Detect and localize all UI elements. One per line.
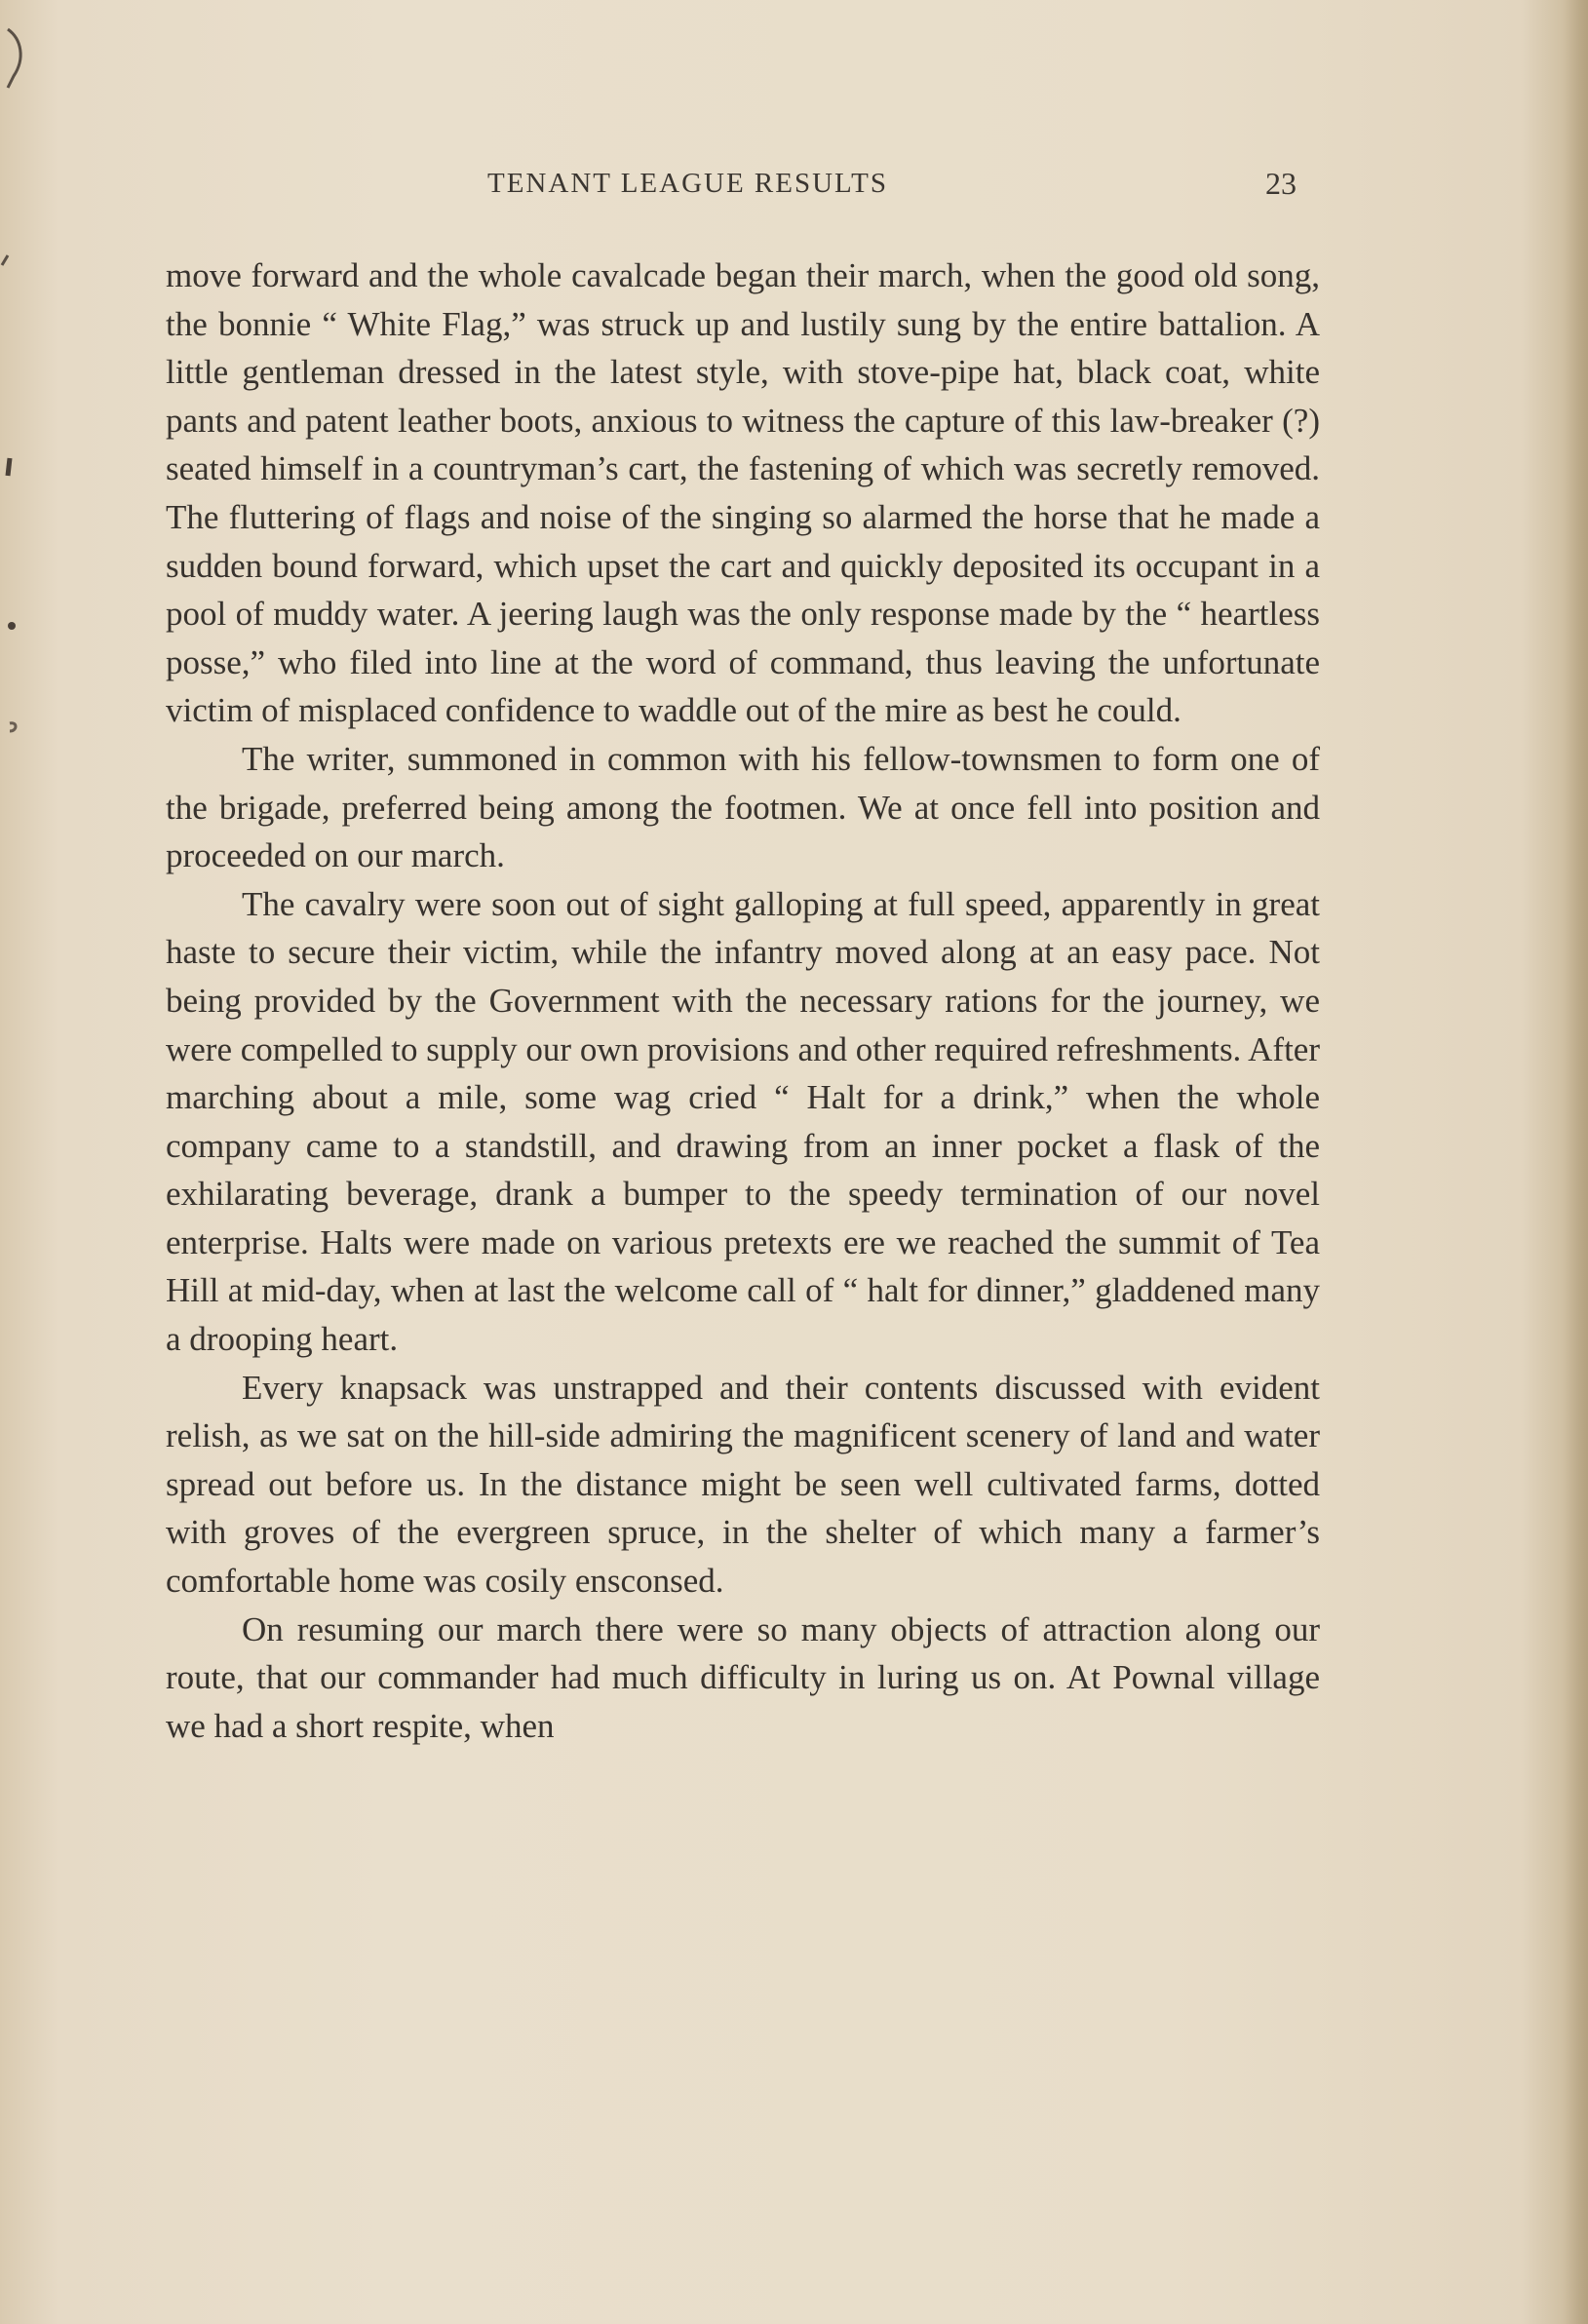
margin-mark-top	[8, 29, 20, 88]
running-title: TENANT LEAGUE RESULTS	[487, 168, 888, 199]
margin-mark-dot	[8, 622, 16, 630]
margin-mark-curl	[10, 723, 16, 731]
body-text	[166, 252, 1320, 1750]
margin-marks	[0, 0, 39, 2324]
paragraph: Every knapsack was unstrapped and their contents discussed with evident relish, as we sat on the hill-side admiring the magnificent scenery of land and water spread out before us. In the distance might be seen well cultivated farms, dotted with groves of the evergreen spruce, in the shelter of which many a farmer’s comfortable home was cosily ensconsed.	[166, 1368, 1320, 1601]
paragraph: move forward and the whole cavalcade began their march, when the good old song, the bonnie “ White Flag,” was struck up and lustily sung by the entire battalion. A little gentleman dressed in the latest style, with stove-pipe hat, black coat, white pants and patent leather boots, anxious to witness the capture of this law-breaker (?) seated himself in a countryman’s cart, the fastening of which was secretly removed. The fluttering of flags and noise of the singing so alarmed the horse that he made a sudden bound forward, which upset the cart and quickly deposited its occupant in a pool of muddy water. A jeering laugh was the only response made by the “ heartless posse,” who filed into line at the word of command, thus leaving the unfortunate victim of misplaced confidence to waddle out of the mire as best he could.	[166, 256, 1320, 730]
page-number: 23	[1265, 166, 1297, 201]
page-edge-shadow	[1563, 0, 1588, 2324]
margin-mark-tick	[2, 255, 8, 265]
paragraph: On resuming our march there were so many objects of attraction along our route, that our commander had much difficulty in luring us on. At Pownal village we had a short respite, when	[166, 1609, 1320, 1745]
page-header	[487, 168, 1306, 207]
paragraph: The writer, summoned in common with his fellow-townsmen to form one of the brigade, preferred being among the footmen. We at once fell into position and proceeded on our march.	[166, 739, 1320, 875]
margin-mark-comma	[8, 458, 10, 476]
paragraph: The cavalry were soon out of sight galloping at full speed, apparently in great haste to secure their victim, while the infantry moved along at an easy pace. Not being provided by the Government with the necessary rations for the journey, we were compelled to supply our own provisions and other required refreshments. After marching about a mile, some wag cried “ Halt for a drink,” when the whole company came to a standstill, and drawing from an inner pocket a flask of the exhilarating beverage, drank a bumper to the speedy termination of our novel enterprise. Halts were made on various pretexts ere we reached the summit of Tea Hill at mid-day, when at last the welcome call of “ halt for dinner,” gladdened many a drooping heart.	[166, 884, 1320, 1359]
